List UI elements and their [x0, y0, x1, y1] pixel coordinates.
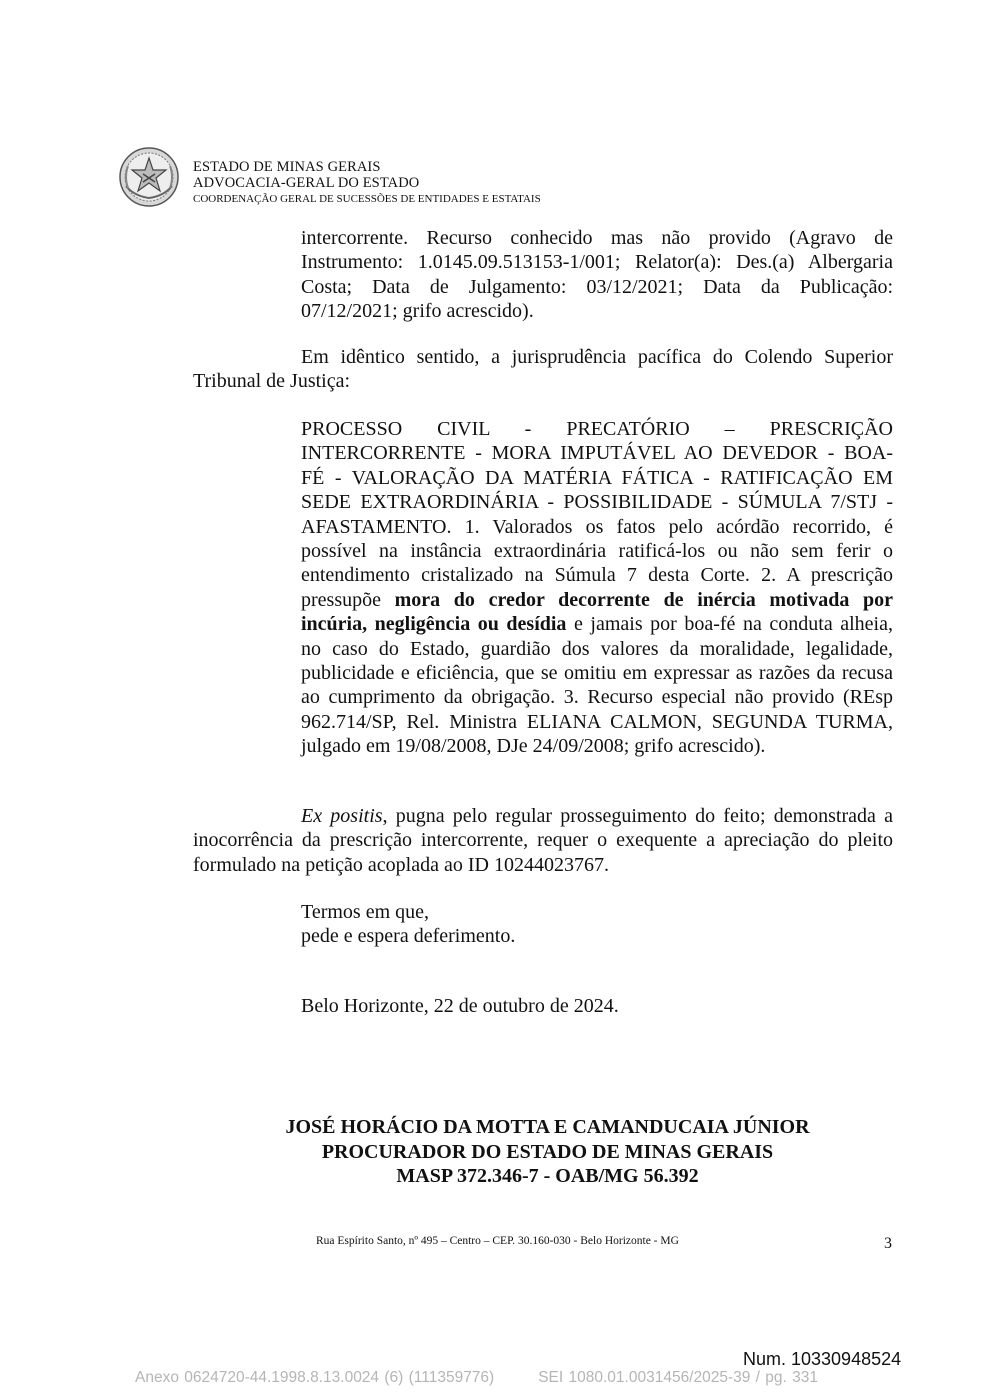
- closing-formula: [301, 900, 515, 949]
- paragraph-jurisprudence-intro: [193, 345, 893, 394]
- annex-reference: Anexo 0624720-44.1998.8.13.0024 (6) (111359776): [135, 1369, 495, 1386]
- quote-line: AFASTAMENTO. 1. Valorados os fatos pelo acórdão recorrido, é: [301, 515, 893, 538]
- letterhead-department: COORDENAÇÃO GERAL DE SUCESSÕES DE ENTIDADES E ESTATAIS: [193, 193, 541, 205]
- quote-line: PROCESSO CIVIL - PRECATÓRIO – PRESCRIÇÃO: [301, 418, 893, 440]
- quote-line: Costa; Data de Julgamento: 03/12/2021; Data da Publicação:: [301, 275, 893, 298]
- letterhead: [193, 159, 541, 207]
- signatory-title: PROCURADOR DO ESTADO DE MINAS GERAIS: [321, 1140, 774, 1163]
- paragraph-text: , pugna pelo regular prosseguimento do feito; demonstrada a: [382, 805, 893, 827]
- annex-stamp: [135, 1369, 818, 1387]
- paragraph-conclusion: [193, 804, 893, 877]
- quote-line: no caso do Estado, guardião dos valores da moralidade, legalidade,: [301, 637, 893, 660]
- quote-line: publicidade e eficiência, que se omitiu em expressar as razões da recusa: [301, 662, 893, 685]
- coat-of-arms-icon: [118, 146, 180, 208]
- citation-quote-2: [301, 417, 893, 759]
- footer-address: Rua Espírito Santo, nº 495 – Centro – CEP. 30.160-030 - Belo Horizonte - MG: [316, 1235, 679, 1247]
- signatory-name: JOSÉ HORÁCIO DA MOTTA E CAMANDUCAIA JÚNIOR: [285, 1116, 810, 1138]
- signature-block: [0, 1115, 989, 1189]
- quote-line: INTERCORRENTE - MORA IMPUTÁVEL AO DEVEDOR - BOA-: [301, 442, 893, 465]
- quote-text: e jamais por boa-fé na conduta alheia,: [566, 613, 893, 636]
- quote-line-mixed: [301, 588, 893, 612]
- closing-line: pede e espera deferimento.: [301, 925, 516, 948]
- quote-line: 962.714/SP, Rel. Ministra ELIANA CALMON, SEGUNDA TURMA,: [301, 710, 893, 733]
- latin-phrase: Ex positis: [301, 805, 383, 827]
- quote-line: entendimento cristalizado na Súmula 7 desta Corte. 2. A prescrição: [301, 564, 893, 587]
- place-and-date: Belo Horizonte, 22 de outubro de 2024.: [301, 995, 619, 1017]
- sei-reference: SEI 1080.01.0031456/2025-39 / pg. 331: [538, 1369, 819, 1386]
- quote-emphasis: mora do credor decorrente de inércia motivada por: [394, 588, 893, 611]
- quote-emphasis: incúria, negligência ou desídia: [301, 613, 567, 636]
- page-number: 3: [884, 1235, 892, 1252]
- quote-text: pressupõe: [301, 588, 395, 611]
- paragraph-line: Tribunal de Justiça:: [193, 370, 351, 393]
- quote-line: SEDE EXTRAORDINÁRIA - POSSIBILIDADE - SÚMULA 7/STJ -: [301, 491, 893, 514]
- quote-line: intercorrente. Recurso conhecido mas não provido (Agravo de: [301, 227, 893, 249]
- closing-line: Termos em que,: [301, 901, 430, 923]
- letterhead-state: ESTADO DE MINAS GERAIS: [193, 159, 381, 175]
- signatory-registration: MASP 372.346-7 - OAB/MG 56.392: [396, 1165, 699, 1187]
- quote-line-mixed: [301, 612, 893, 636]
- letterhead-agency: ADVOCACIA-GERAL DO ESTADO: [193, 175, 420, 191]
- quote-line: FÉ - VALORAÇÃO DA MATÉRIA FÁTICA - RATIFICAÇÃO EM: [301, 466, 893, 489]
- quote-line: julgado em 19/08/2008, DJe 24/09/2008; grifo acrescido).: [301, 735, 766, 758]
- quote-line: ao cumprimento da obrigação. 3. Recurso especial não provido (REsp: [301, 686, 893, 709]
- citation-quote-1: [301, 226, 893, 324]
- paragraph-line-mixed: [193, 804, 893, 828]
- paragraph-line: formulado na petição acoplada ao ID 10244023767.: [193, 853, 609, 876]
- quote-line: possível na instância extraordinária ratificá-los ou não sem ferir o: [301, 540, 893, 563]
- quote-line: 07/12/2021; grifo acrescido).: [301, 300, 534, 323]
- quote-line: Instrumento: 1.0145.09.513153-1/001; Relator(a): Des.(a) Albergaria: [301, 251, 893, 274]
- paragraph-line: Em idêntico sentido, a jurisprudência pacífica do Colendo Superior: [301, 346, 893, 368]
- paragraph-line: inocorrência da prescrição intercorrente, requer o exequente a apreciação do pleito: [193, 829, 893, 852]
- document-number-stamp: Num. 10330948524: [743, 1349, 902, 1369]
